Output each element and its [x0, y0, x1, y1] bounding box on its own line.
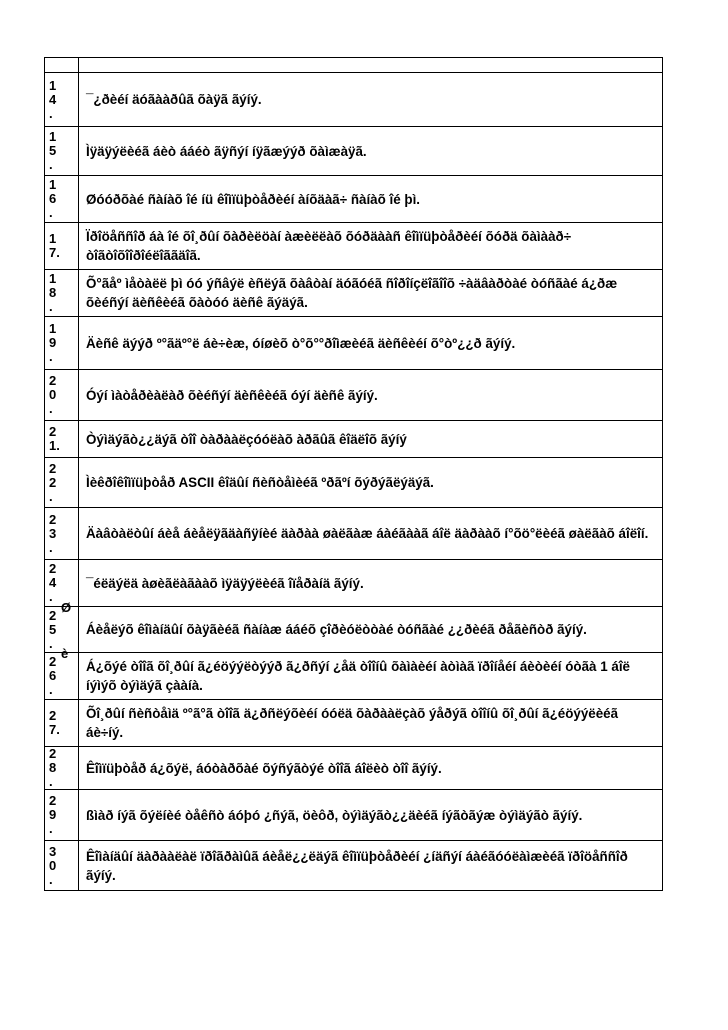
item-number	[45, 223, 79, 270]
table-row	[45, 176, 663, 223]
item-text: Òýìäýãò¿¿äýã òîî òàðààëçóóëàõ àðãûã êîäëîõ ãýíý	[79, 421, 663, 458]
item-number	[45, 127, 79, 176]
item-text: Óýí ìàòåðèàëàð õèéñýí äèñêèéã óýí äèñê ãýíý.	[79, 370, 663, 421]
item-text: ¯¿ðèéí äóãààðûã õàÿã ãýíý.	[79, 73, 663, 127]
item-text: ßìàð íýã õýëíèé òåêñò áóþó ¿ñýã, öèôð, òýìäýãò¿¿äèéã íýãòãýæ òýìäýãò ãýíý.	[79, 790, 663, 841]
item-number-text: 2 2 .	[49, 460, 57, 504]
item-number-text: 2 3 .	[49, 511, 57, 555]
item-number-text: 2 0 .	[49, 373, 57, 416]
table-row	[45, 58, 663, 73]
table-row	[45, 508, 663, 560]
item-number	[45, 421, 79, 458]
item-text: Á¿õýé òîîã õî¸ðûí ã¿éöýýëòýýð ã¿ðñýí ¿åä òîîíû õàìàèéí àòìàã ïðîíåéí áèòèéí óòãà 1 áîë íýìýõ òýìäýã çààíà.	[79, 653, 663, 700]
table-row	[45, 127, 663, 176]
table-row	[45, 458, 663, 508]
item-number	[45, 653, 79, 700]
item-number	[45, 508, 79, 560]
item-number-text: 1 5 .	[49, 129, 57, 172]
table-row	[45, 223, 663, 270]
item-number	[45, 790, 79, 841]
table-row	[45, 421, 663, 458]
item-text: Äèñê äýýð º°ãäº°ë áè÷èæ, óíøèõ ò°õ°°ðîìæèéã äèñêèéí õ°òº¿¿ð ãýíý.	[79, 317, 663, 370]
item-number-text: 1 4 .	[49, 77, 57, 121]
item-number-text: 2 6 .	[49, 654, 57, 697]
item-number	[45, 370, 79, 421]
table-row	[45, 700, 663, 747]
table-row	[45, 317, 663, 370]
item-text: Áèåëýõ êîìàíäûí õàÿãèéã ñàíàæ ááéõ çîðèóëòòàé òóñãàé ¿¿ðèéã ðåãèñòð ãýíý.	[79, 607, 663, 653]
table-row	[45, 560, 663, 607]
item-number	[45, 458, 79, 508]
item-text: ¯éëäýëä àøèãëàãààõ ìÿäÿýëèéã îïåðàíä ãýíý.	[79, 560, 663, 607]
table-body	[45, 58, 663, 891]
item-number-text: 2 7.	[49, 708, 60, 737]
table-row	[45, 73, 663, 127]
item-text: Øóóðõàé ñàíàõ îé íü êîìïüþòåðèéí àíõäàã÷ ñàíàõ îé þì.	[79, 176, 663, 223]
item-text: Õ°ãåº ìåòàëë þì óó ýñâýë èñëýã õàâòàí äóãóéã ñîðîíçëîãîîõ ÷àäâàðòàé òóñãàé á¿ðæ õèéñýí äèñêèéã õàòóó äèñê ãýäýã.	[79, 270, 663, 317]
item-number	[45, 270, 79, 317]
item-number	[45, 317, 79, 370]
table-row	[45, 653, 663, 700]
item-number-text: 1 6 .	[49, 177, 57, 220]
item-number	[45, 607, 79, 661]
item-number	[45, 841, 79, 891]
item-text	[79, 58, 663, 73]
table-row	[45, 370, 663, 421]
item-number	[45, 747, 79, 790]
table-row	[45, 270, 663, 317]
item-text: Ìÿäÿýëèéã áèò ááéò ãÿñýí íÿãæýýð õàìæàÿã.	[79, 127, 663, 176]
item-text: Ïðîöåññîð áà îé õî¸ðûí õàðèëöàí àæèëëàõ õóðäààñ êîìïüþòåðèéí õóðä õàìààð÷ òîãòîõîîðîéëîããäîã.	[79, 223, 663, 270]
item-number	[45, 700, 79, 747]
item-number	[45, 58, 79, 73]
item-number	[45, 560, 79, 615]
item-number-text: 2 4 .	[49, 561, 57, 604]
table-row	[45, 790, 663, 841]
item-number-text: 1 8 .	[49, 271, 57, 314]
document-table	[44, 57, 663, 891]
table-row	[45, 747, 663, 790]
item-number-text: 1 9 .	[49, 321, 57, 364]
item-number-text: 3 0 .	[49, 843, 57, 887]
item-number-text: 1 7.	[49, 231, 60, 260]
stray-glyph: Ø	[61, 600, 72, 615]
table-row	[45, 841, 663, 891]
item-number-text: 2 5 .	[49, 607, 57, 651]
table-row	[45, 607, 663, 653]
item-number-text: 2 1.	[49, 424, 60, 453]
item-text: Äàâòàëòûí áèå áèåëÿãäàñÿíèé äàðàà øàëãàæ áàéãààã áîë äàðààõ í°õö°ëèéã øàëãàõ áîëîí.	[79, 508, 663, 560]
item-text: Êîìàíäûí äàðààëàë ïðîãðàìûã áèåë¿¿ëäýã êîìïüþòåðèéí ¿íäñýí áàéãóóëàìæèéã ïðîöåññîð ãýíý.	[79, 841, 663, 891]
item-number-text: 2 8 .	[49, 746, 57, 789]
stray-glyph: è	[61, 646, 69, 661]
item-number	[45, 176, 79, 223]
item-text: Ìèêðîêîìïüþòåð ASCII êîäûí ñèñòåìèéã ºðãºí õýðýãëýäýã.	[79, 458, 663, 508]
item-number	[45, 73, 79, 127]
item-number-text: 2 9 .	[49, 793, 57, 836]
item-text: Õî¸ðûí ñèñòåìä º°ã°ã òîîã ä¿ðñëýõèéí óóëä õàðààëçàõ ýåðýã òîîíû õî¸ðûí ã¿éöýýëèéã áè÷íý.	[79, 700, 663, 747]
item-text: Êîìïüþòåð á¿õýë, áóòàðõàé õýñýãòýé òîîã áîëèò òîî ãýíý.	[79, 747, 663, 790]
